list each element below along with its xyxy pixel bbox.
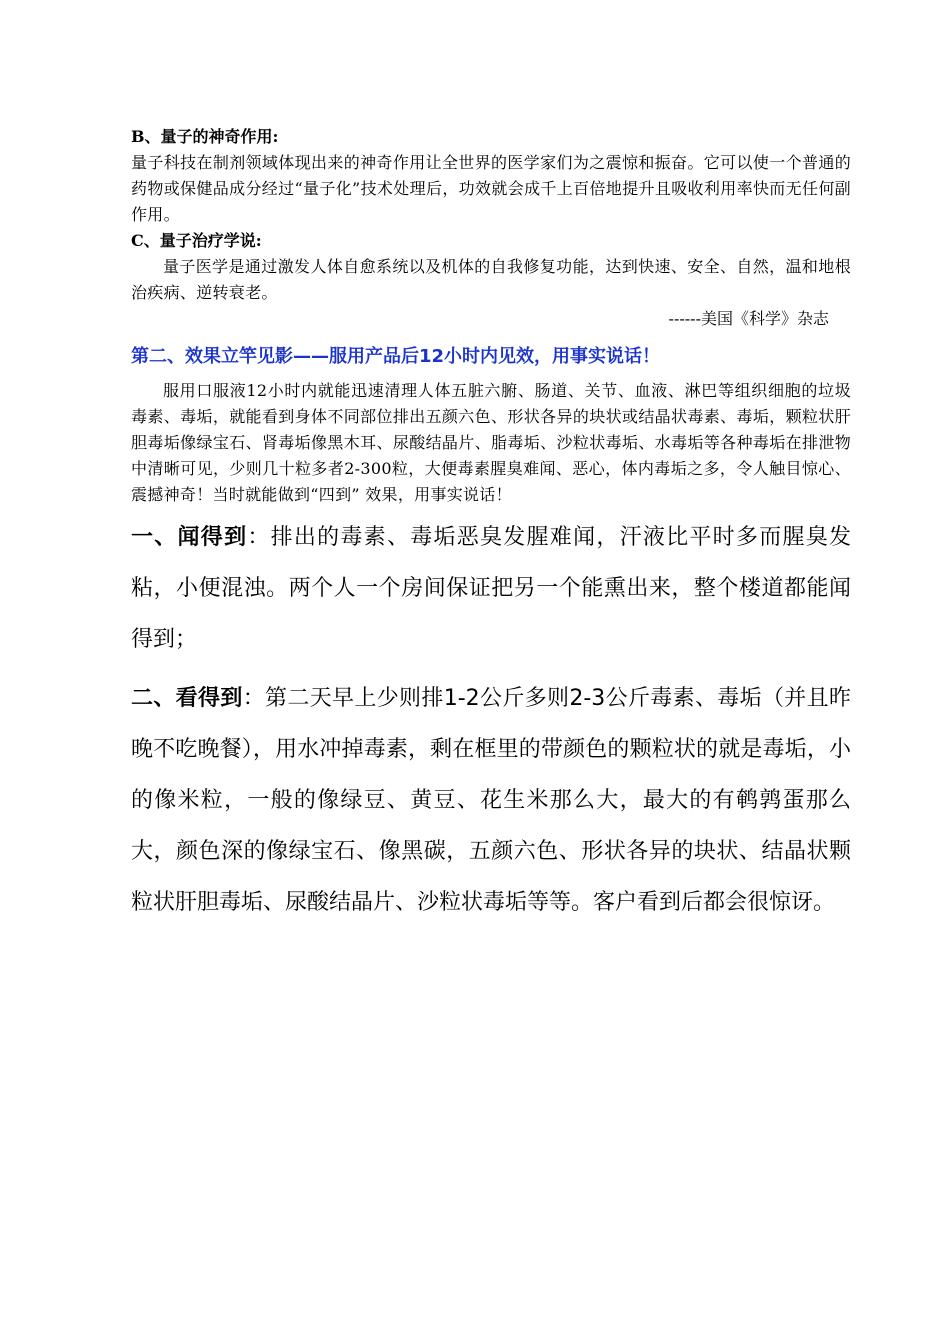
section-b-body: 量子科技在制剂领域体现出来的神奇作用让全世界的医学家们为之震惊和振奋。它可以使一个普通的药物或保健品成分经过“量子化”技术处理后，功效就会成千上百倍地提升且吸收利用率快而无任何副作用。	[131, 153, 851, 224]
point-one-paragraph	[131, 512, 851, 665]
section-c-heading: C、量子治疗学说:	[131, 231, 262, 250]
point-two-text: ：第二天早上少则排1-2公斤多则2-3公斤毒素、毒垢（并且昨晚不吃晚餐），用水冲掉毒素，剩在框里的带颜色的颗粒状的就是毒垢，小的像米粒，一般的像绿豆、黄豆、花生米那么大，最大的有鹌鹑蛋那么大，颜色深的像绿宝石、像黑碳，五颜六色、形状各异的块状、结晶状颗粒状肝胆毒垢、尿酸结晶片、沙粒状毒垢等等。客户看到后都会很惊讶。	[131, 686, 851, 915]
section-c-source-line	[131, 306, 851, 332]
document-body	[131, 124, 851, 928]
section-b-heading: B、量子的神奇作用:	[131, 127, 279, 146]
section-c-text: 量子医学是通过激发人体自愈系统以及机体的自我修复功能，达到快速、安全、自然，温和地根治疾病、逆转衰老。	[131, 257, 851, 302]
point-two-lead: 二、看得到	[131, 686, 243, 711]
section-c-body	[131, 254, 851, 306]
point-one-text: ：排出的毒素、毒垢恶臭发腥难闻，汗液比平时多而腥臭发粘，小便混浊。两个人一个房间保证把另一个能熏出来，整个楼道都能闻得到；	[131, 525, 851, 652]
point-two-paragraph	[131, 673, 851, 928]
part-two-body: 服用口服液12小时内就能迅速清理人体五脏六腑、肠道、关节、血液、淋巴等组织细胞的垃圾毒素、毒垢，就能看到身体不同部位排出五颜六色、形状各异的块状或结晶状毒素、毒垢，颗粒状肝胆毒垢像绿宝石、肾毒垢像黑木耳、尿酸结晶片、脂毒垢、沙粒状毒垢、水毒垢等各种毒垢在排泄物中清晰可见，少则几十粒多者2-300粒，大便毒素腥臭难闻、恶心，体内毒垢之多，令人触目惊心、震撼神奇！当时就能做到“四到” 效果，用事实说话！	[131, 381, 851, 504]
part-two-heading: 第二、效果立竿见影——服用产品后12小时内见效，用事实说话！	[131, 346, 661, 367]
section-c-source: ------美国《科学》杂志	[668, 309, 829, 328]
point-one-lead: 一、闻得到	[131, 525, 248, 550]
